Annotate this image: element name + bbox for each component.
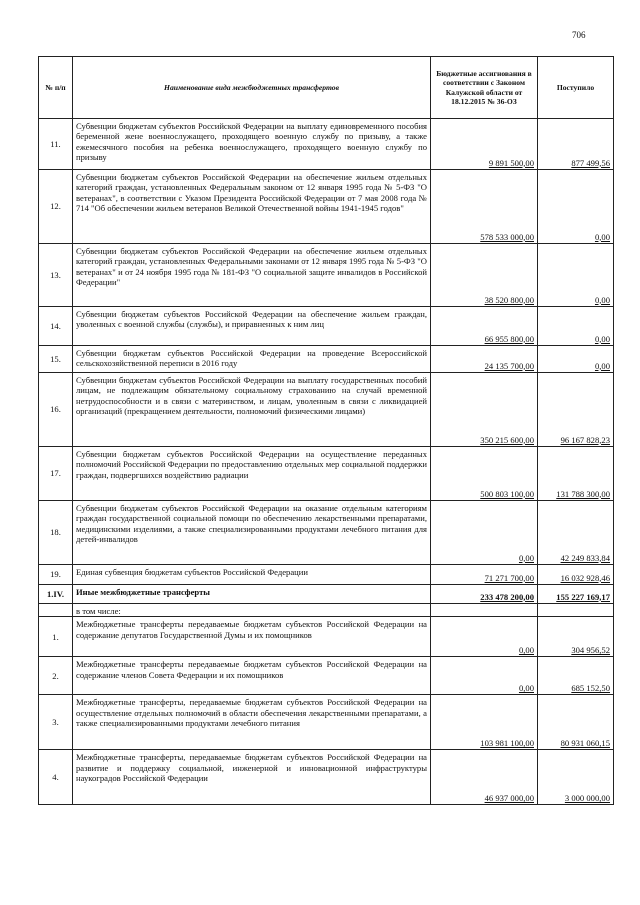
table-row [39,447,614,501]
table-row [39,501,614,565]
row-planned: 103 981 100,00 [431,695,538,750]
row-planned: 71 271 700,00 [431,565,538,585]
row-received: 304 956,52 [538,617,614,657]
table-row [39,346,614,373]
row-num: 14. [39,307,73,346]
row-planned: 578 533 000,00 [431,170,538,244]
table-row [39,307,614,346]
row-received: 877 499,56 [538,119,614,170]
table-row [39,657,614,695]
row-num: 4. [39,750,73,805]
row-received: 80 931 060,15 [538,695,614,750]
row-name: Субвенции бюджетам субъектов Российской Федерации на оказание отдельным категориям граждан государственной социальной помощи по обеспечению лекарственными препаратами, медицинскими изделиями, а также специализированными продуктами лечебного питания для детей-инвалидов [73,501,431,565]
row-num: 15. [39,346,73,373]
row-name: Единая субвенция бюджетам субъектов Российской Федерации [73,565,431,585]
row-num: 1. [39,617,73,657]
section-row [39,585,614,604]
row-received: 0,00 [538,244,614,307]
table-row [39,695,614,750]
row-planned: 500 803 100,00 [431,447,538,501]
row-name: Субвенции бюджетам субъектов Российской Федерации на обеспечение жильем отдельных категорий граждан, установленных Федеральным законом от 12 января 1995 года № 5-ФЗ "О ветеранах", в соответствии с Указом Президента Российской Федерации от 7 мая 2008 года № 714 "Об обеспечении жильем ветеранов Великой Отечественной войны 1941-1945 годов" [73,170,431,244]
row-name: Субвенции бюджетам субъектов Российской Федерации на выплату государственных пособий лицам, не подлежащим обязательному социальному страхованию на случай временной нетрудоспособности и в связи с материнством, и лицам, уволенным в связи с ликвидацией организаций (прекращением деятельности, полномочий физическими лицами) [73,373,431,447]
row-planned: 0,00 [431,501,538,565]
table-row [39,373,614,447]
row-name: Субвенции бюджетам субъектов Российской Федерации на проведение Всероссийской сельскохозяйственной переписи в 2016 году [73,346,431,373]
row-received: 42 249 833,84 [538,501,614,565]
row-received: 131 788 300,00 [538,447,614,501]
budget-table [38,56,614,805]
row-num: 11. [39,119,73,170]
table-row [39,170,614,244]
row-name: Межбюджетные трансферты, передаваемые бюджетам субъектов Российской Федерации на осуществление отдельных полномочий в области обеспечения лекарственными препаратами, а также специализированными продуктами лечебного питания [73,695,431,750]
row-num: 17. [39,447,73,501]
including-label: в том числе: [73,604,431,617]
row-num: 19. [39,565,73,585]
section-received: 155 227 169,17 [538,585,614,604]
row-name: Межбюджетные трансферты передаваемые бюджетам субъектов Российской Федерации на содержание депутатов Государственной Думы и их помощников [73,617,431,657]
row-planned: 350 215 600,00 [431,373,538,447]
row-received: 16 032 928,46 [538,565,614,585]
section-name: Иные межбюджетные трансферты [73,585,431,604]
row-name: Субвенции бюджетам субъектов Российской Федерации на выплату единовременного пособия беременной жене военнослужащего, проходящего военную службу по призыву, а также ежемесячного пособия на ребенка военнослужащего, проходящего военную службу по призыву [73,119,431,170]
row-num: 13. [39,244,73,307]
row-received: 0,00 [538,307,614,346]
header-num: № п/п [39,57,73,119]
section-num: 1.IV. [39,585,73,604]
table-row [39,244,614,307]
row-num: 16. [39,373,73,447]
table-row [39,617,614,657]
section-planned: 233 478 200,00 [431,585,538,604]
including-row [39,604,614,617]
table-header-row [39,57,614,119]
row-num: 2. [39,657,73,695]
row-planned: 0,00 [431,617,538,657]
table-row [39,750,614,805]
header-name: Наименование вида межбюджетных трансфертов [73,57,431,119]
row-num: 18. [39,501,73,565]
row-received: 0,00 [538,346,614,373]
row-name: Субвенции бюджетам субъектов Российской Федерации на осуществление переданных полномочий Российской Федерации по предоставлению отдельных мер социальной поддержки граждан, подвергшихся воздействию радиации [73,447,431,501]
row-planned: 38 520 800,00 [431,244,538,307]
table-row [39,119,614,170]
row-num: 3. [39,695,73,750]
row-received: 3 000 000,00 [538,750,614,805]
row-name: Субвенции бюджетам субъектов Российской Федерации на обеспечение жильем отдельных категорий граждан, установленных Федеральными законами от 12 января 1995 года № 5-ФЗ "О ветеранах" и от 24 ноября 1995 года № 181-ФЗ "О социальной защите инвалидов в Российской Федерации" [73,244,431,307]
page-number: 706 [572,30,586,40]
header-planned: Бюджетные ассигнования в соответствии с Законом Калужской области от 18.12.2015 № 36-ОЗ [431,57,538,119]
row-num: 12. [39,170,73,244]
row-planned: 0,00 [431,657,538,695]
table-row [39,565,614,585]
row-name: Субвенции бюджетам субъектов Российской Федерации на обеспечение жильем граждан, уволенных с военной службы (службы), и приравненных к ним лиц [73,307,431,346]
row-received: 96 167 828,23 [538,373,614,447]
row-name: Межбюджетные трансферты передаваемые бюджетам субъектов Российской Федерации на содержание членов Совета Федерации и их помощников [73,657,431,695]
row-name: Межбюджетные трансферты, передаваемые бюджетам субъектов Российской Федерации на развитие и поддержку социальной, инженерной и инновационной инфраструктуры наукоградов Российской Федерации [73,750,431,805]
row-received: 685 152,50 [538,657,614,695]
header-received: Поступило [538,57,614,119]
row-planned: 9 891 500,00 [431,119,538,170]
row-planned: 24 135 700,00 [431,346,538,373]
row-planned: 66 955 800,00 [431,307,538,346]
row-planned: 46 937 000,00 [431,750,538,805]
row-received: 0,00 [538,170,614,244]
